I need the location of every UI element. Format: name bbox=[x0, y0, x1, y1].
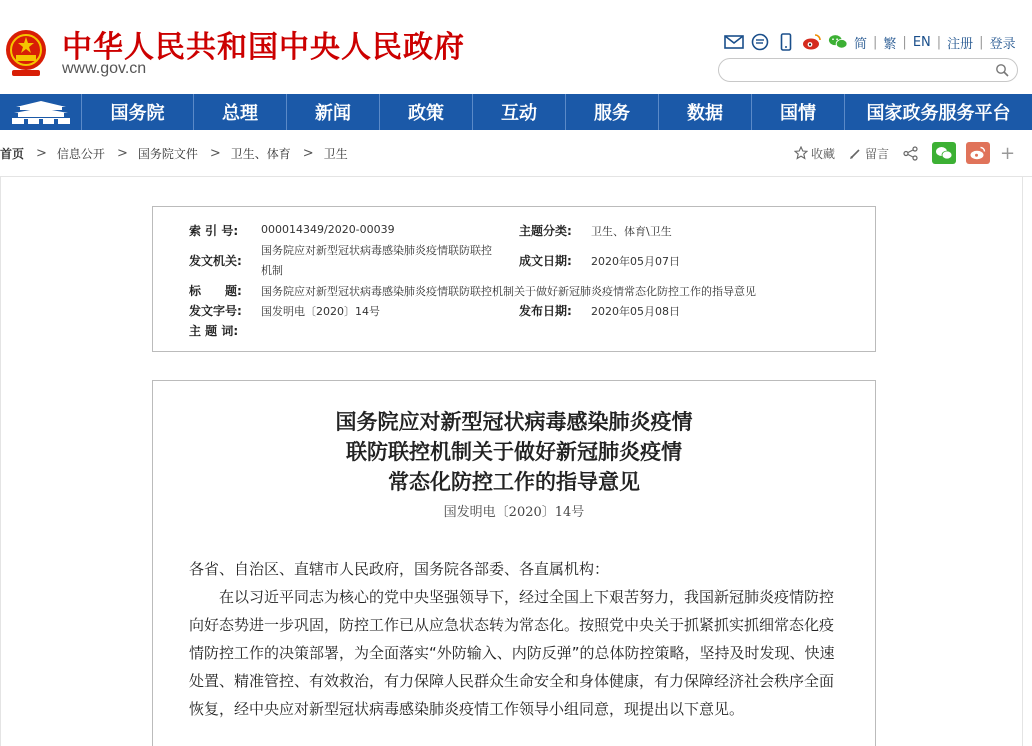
share-wechat-button[interactable] bbox=[932, 142, 956, 164]
share-button[interactable] bbox=[903, 146, 918, 161]
separator: | bbox=[936, 34, 942, 50]
salutation: 各省、自治区、直辖市人民政府，国务院各部委、各直属机构： bbox=[189, 560, 610, 578]
share-weibo-button[interactable] bbox=[966, 142, 990, 164]
topic-label: 主题分类: bbox=[519, 224, 572, 238]
nav-item-policy[interactable]: 政策 bbox=[380, 94, 473, 130]
favorite-label: 收藏 bbox=[811, 146, 836, 161]
wechat-icon[interactable] bbox=[828, 33, 848, 51]
register-link[interactable]: 注册 bbox=[947, 36, 974, 52]
breadcrumb-state-council-docs[interactable]: 国务院文件 bbox=[137, 146, 198, 161]
issuer-value-line1: 国务院应对新型冠状病毒感染肺炎疫情联防联控 bbox=[261, 244, 492, 257]
wechat-icon bbox=[935, 146, 953, 160]
document-title-line: 联防联控机制关于做好新冠肺炎疫情 bbox=[346, 439, 682, 464]
breadcrumb-health-sports[interactable]: 卫生、体育 bbox=[230, 146, 291, 161]
chevron-right-icon: > bbox=[116, 145, 128, 161]
more-share-icon[interactable]: + bbox=[1000, 142, 1016, 164]
chevron-right-icon: > bbox=[209, 145, 221, 161]
document-body bbox=[152, 380, 876, 746]
breadcrumb bbox=[0, 142, 348, 164]
comment-label: 留言 bbox=[865, 146, 890, 161]
search-input[interactable] bbox=[719, 59, 979, 81]
login-link[interactable]: 登录 bbox=[989, 36, 1016, 52]
tiananmen-icon[interactable] bbox=[0, 94, 82, 130]
document-text bbox=[189, 555, 843, 723]
national-emblem-icon[interactable] bbox=[2, 28, 50, 78]
document-title-line: 常态化防控工作的指导意见 bbox=[388, 469, 640, 494]
pencil-icon bbox=[849, 147, 862, 160]
published-date-value: 2020年05月08日 bbox=[591, 305, 680, 318]
site-header bbox=[0, 0, 1032, 94]
breadcrumb-home[interactable]: 首页 bbox=[0, 146, 25, 161]
nav-item-state-council[interactable]: 国务院 bbox=[82, 94, 194, 130]
document-number: 国发明电〔2020〕14号 bbox=[443, 505, 585, 520]
chat-icon[interactable] bbox=[750, 33, 770, 51]
lang-traditional-link[interactable]: 繁 bbox=[883, 36, 897, 52]
index-value: 000014349/2020-00039 bbox=[261, 223, 395, 236]
nav-item-premier[interactable]: 总理 bbox=[194, 94, 287, 130]
document-title-line: 国务院应对新型冠状病毒感染肺炎疫情 bbox=[335, 409, 693, 434]
chevron-right-icon: > bbox=[302, 145, 314, 161]
main-nav bbox=[0, 94, 1032, 130]
separator: | bbox=[902, 34, 907, 50]
weibo-icon[interactable] bbox=[802, 33, 822, 51]
created-date-value: 2020年05月07日 bbox=[591, 255, 680, 268]
content-divider bbox=[0, 176, 1032, 177]
created-date-label: 成文日期: bbox=[519, 254, 572, 268]
paragraph: 在以习近平同志为核心的党中央坚强领导下，经过全国上下艰苦努力，我国新冠肺炎疫情防控向好态势进一步巩固，防控工作已从应急状态转为常态化。按照党中央关于抓紧抓实抓细常态化疫情防控工作的决策部署，为全面落实“外防输入、内防反弹”的总体防控策略，坚持及时发现、快速处置、精准管控、有效救治，有力保障人民群众生命安全和身体健康，有力保障经济社会秩序全面恢复，经中央应对新型冠状病毒感染肺炎疫情工作领导小组同意，现提出以下意见。 bbox=[189, 588, 835, 718]
index-label: 索 引 号: bbox=[189, 224, 239, 238]
nav-item-services[interactable]: 服务 bbox=[566, 94, 659, 130]
site-url[interactable]: www.gov.cn bbox=[62, 60, 147, 77]
nav-item-national-profile[interactable]: 国情 bbox=[752, 94, 845, 130]
published-date-label: 发布日期: bbox=[519, 304, 572, 318]
breadcrumb-info-disclosure[interactable]: 信息公开 bbox=[56, 146, 105, 161]
favorite-button[interactable] bbox=[794, 145, 835, 162]
doc-number-value: 国发明电〔2020〕14号 bbox=[261, 305, 380, 318]
share-tools bbox=[794, 141, 1015, 165]
title-value: 国务院应对新型冠状病毒感染肺炎疫情联防联控机制关于做好新冠肺炎疫情常态化防控工作的指导意见 bbox=[261, 285, 756, 298]
chevron-right-icon: > bbox=[36, 145, 47, 161]
issuer-label: 发文机关: bbox=[189, 254, 242, 268]
breadcrumb-health[interactable]: 卫生 bbox=[323, 146, 348, 161]
nav-item-interaction[interactable]: 互动 bbox=[473, 94, 566, 130]
comment-button[interactable] bbox=[849, 145, 889, 162]
document-title bbox=[153, 407, 875, 497]
mail-icon[interactable] bbox=[724, 33, 744, 51]
nav-item-data[interactable]: 数据 bbox=[659, 94, 752, 130]
mobile-icon[interactable] bbox=[776, 33, 796, 51]
nav-item-gov-service-platform[interactable]: 国家政务服务平台 bbox=[866, 103, 1011, 124]
search-icon[interactable] bbox=[995, 63, 1009, 77]
content-border-left bbox=[0, 176, 1, 746]
site-name[interactable]: 中华人民共和国中央人民政府 bbox=[62, 30, 465, 65]
separator: | bbox=[979, 34, 984, 50]
content-border-right bbox=[1022, 176, 1023, 746]
nav-item-news[interactable]: 新闻 bbox=[287, 94, 380, 130]
share-icon bbox=[903, 146, 918, 161]
separator: | bbox=[873, 34, 878, 50]
issuer-value-line2: 机制 bbox=[261, 264, 283, 277]
document-info-table bbox=[152, 206, 876, 352]
search-box bbox=[718, 58, 1018, 82]
lang-english-link[interactable]: EN bbox=[912, 34, 931, 50]
weibo-icon bbox=[969, 146, 987, 160]
star-icon bbox=[794, 146, 808, 160]
keywords-label: 主 题 词: bbox=[189, 324, 239, 338]
doc-number-label: 发文字号: bbox=[189, 304, 242, 318]
topic-value: 卫生、体育\卫生 bbox=[591, 225, 672, 238]
top-tools bbox=[724, 32, 1016, 52]
lang-simplified-link[interactable]: 简 bbox=[854, 36, 868, 52]
title-label: 标 题: bbox=[189, 284, 242, 298]
